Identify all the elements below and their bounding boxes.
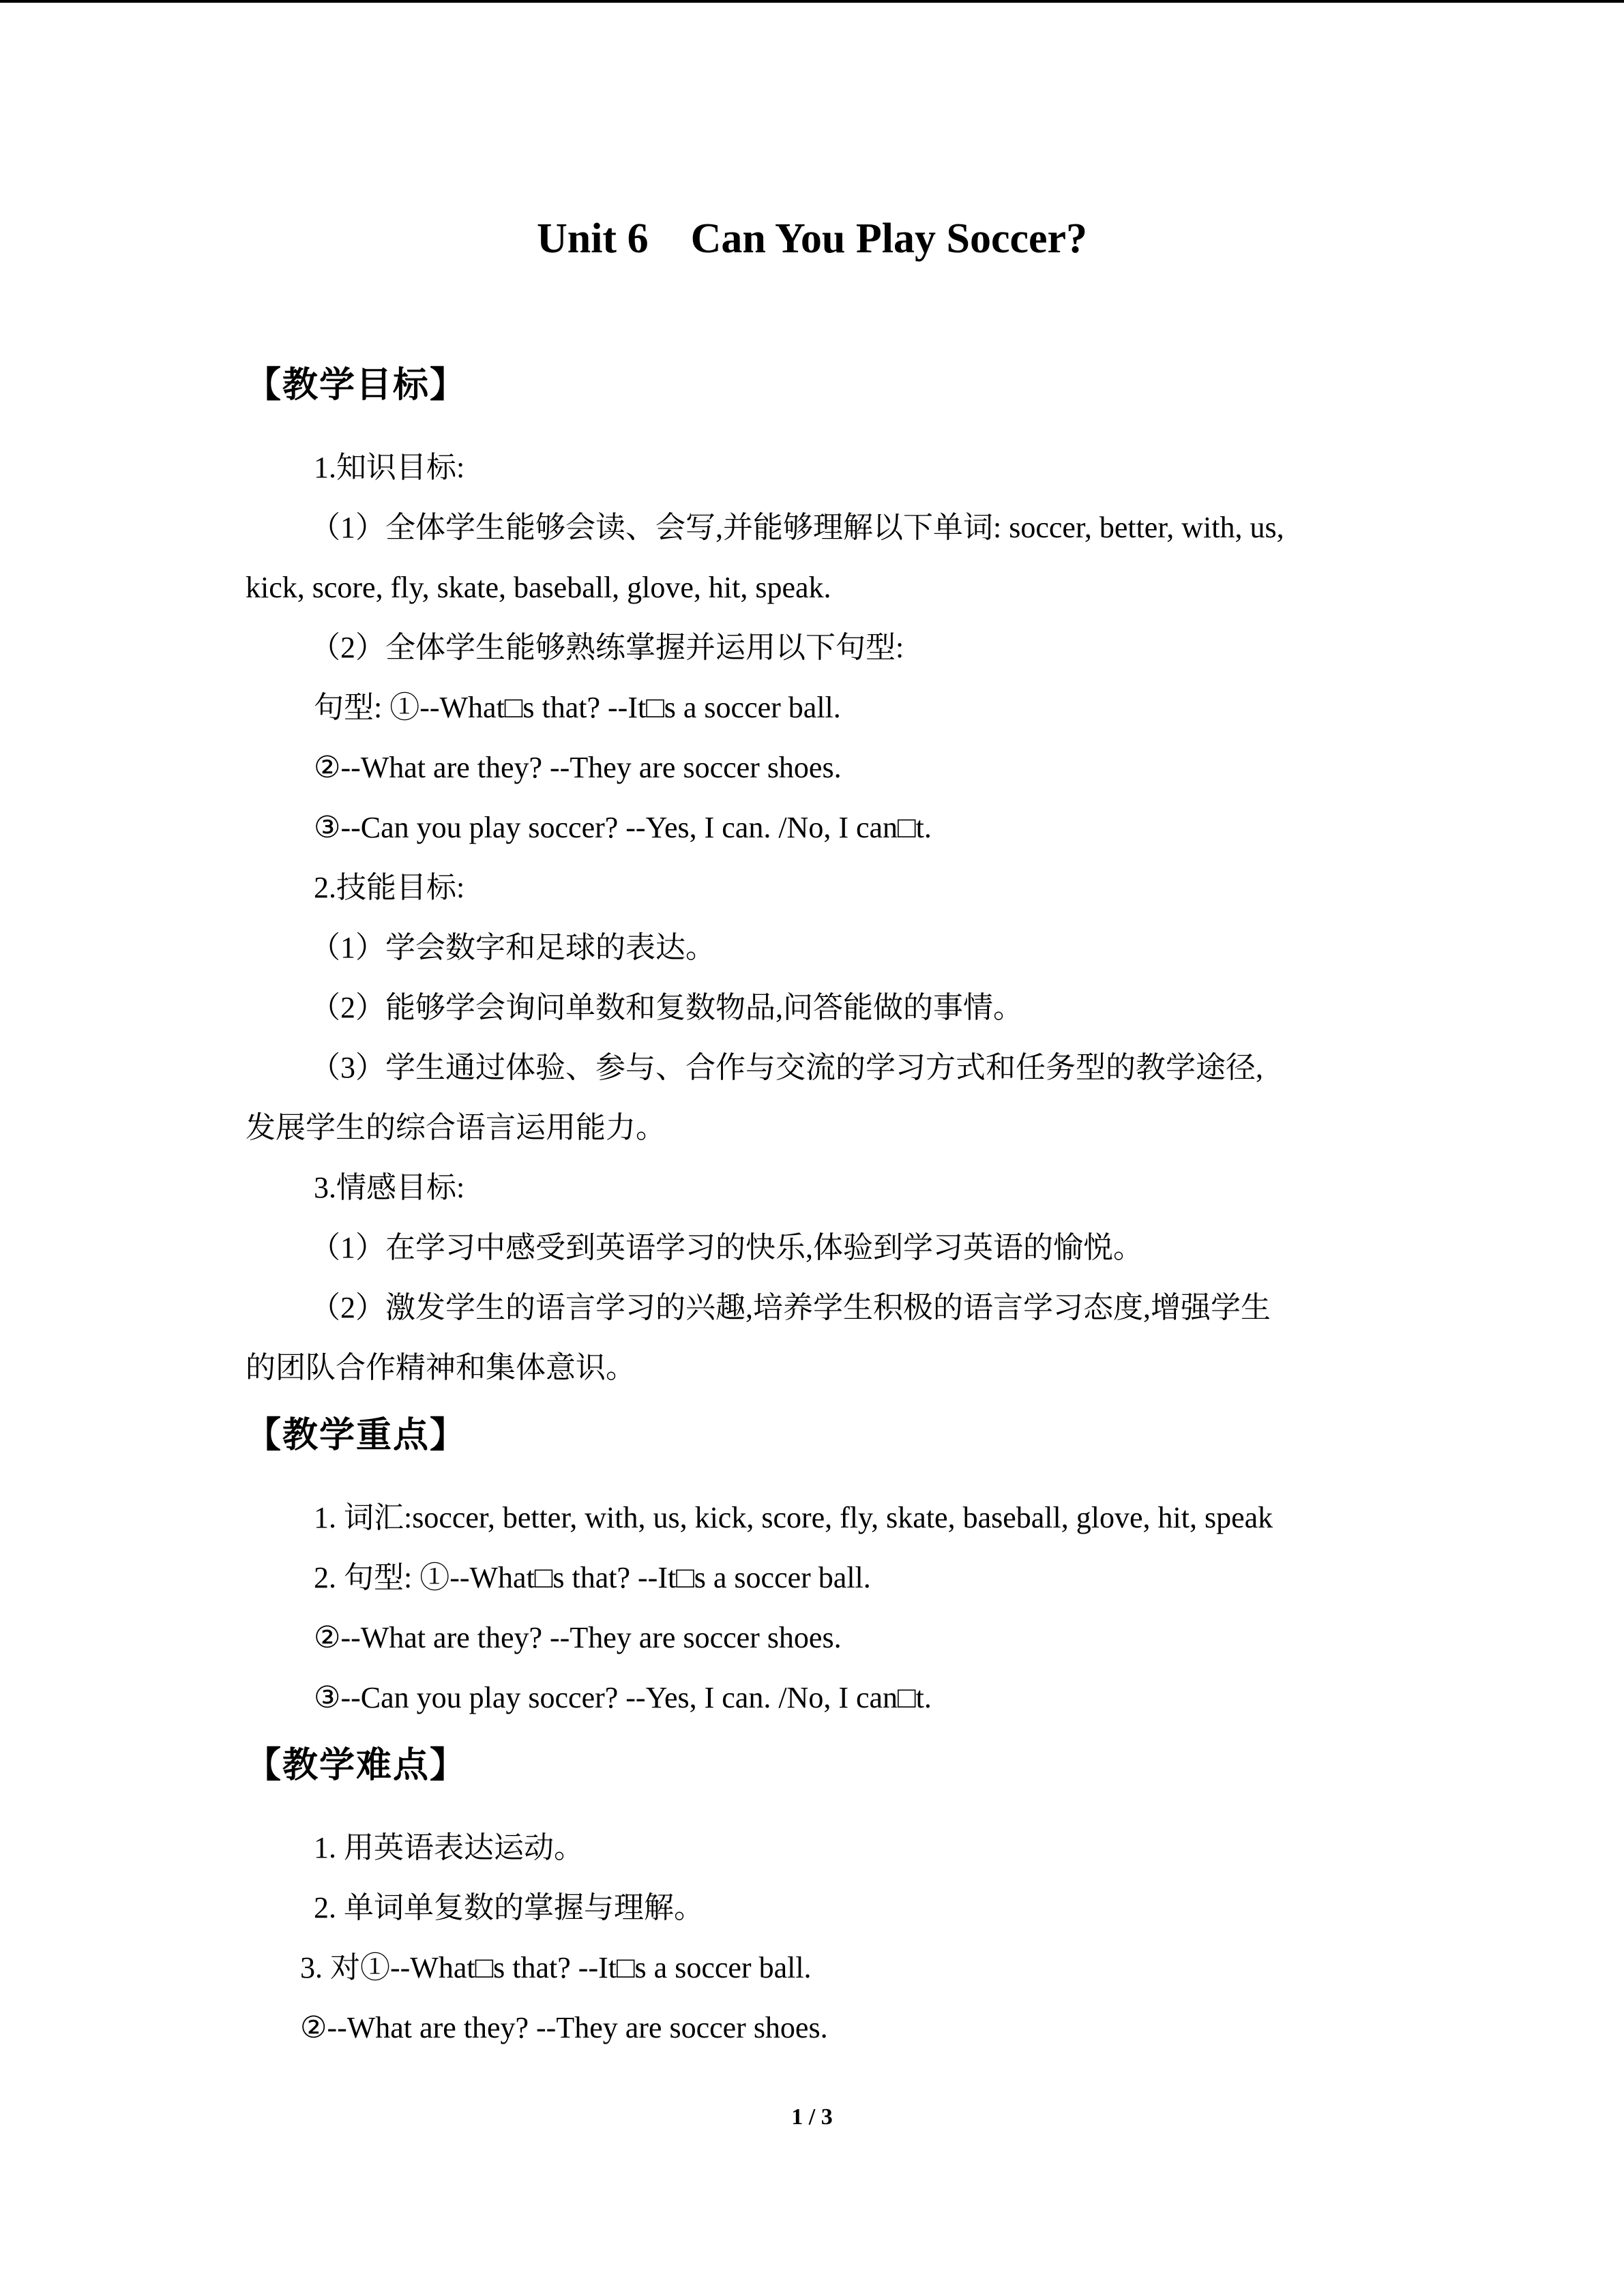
section-heading-objectives: 【教学目标】	[246, 365, 467, 406]
text-line: ③--Can you play soccer? --Yes, I can. /No, I can□t.	[314, 811, 932, 844]
text-line: （2）全体学生能够熟练掌握并运用以下句型:	[310, 631, 904, 664]
text-line: 3. 对①--What□s that? --It□s a soccer ball.	[300, 1951, 812, 1984]
text-line: （1）全体学生能够会读、会写,并能够理解以下单词: soccer, better, with, us,	[310, 511, 1284, 544]
text-line: ②--What are they? --They are soccer shoes.	[314, 1621, 842, 1654]
text-line: 2. 句型: ①--What□s that? --It□s a soccer ball.	[314, 1561, 871, 1594]
top-border	[0, 0, 1624, 3]
text-line: （3）学生通过体验、参与、合作与交流的学习方式和任务型的教学途径,	[310, 1051, 1263, 1084]
text-line: 1.知识目标:	[314, 451, 465, 484]
text-line: （2）激发学生的语言学习的兴趣,培养学生积极的语言学习态度,增强学生	[310, 1291, 1271, 1324]
text-line: kick, score, fly, skate, baseball, glove, hit, speak.	[246, 571, 831, 604]
text-line: ③--Can you play soccer? --Yes, I can. /No, I can□t.	[314, 1681, 932, 1714]
text-line: （1）在学习中感受到英语学习的快乐,体验到学习英语的愉悦。	[310, 1231, 1143, 1264]
text-line: ②--What are they? --They are soccer shoes.	[314, 751, 842, 784]
text-line: （1）学会数字和足球的表达。	[310, 931, 715, 964]
text-line: （2）能够学会询问单数和复数物品,问答能做的事情。	[310, 991, 1023, 1024]
page-number: 1 / 3	[791, 2104, 833, 2130]
section-heading-difficulties: 【教学难点】	[246, 1745, 467, 1786]
text-line: 的团队合作精神和集体意识。	[246, 1351, 636, 1384]
text-line: 1. 词汇:soccer, better, with, us, kick, score, fly, skate, baseball, glove, hit, speak	[314, 1501, 1273, 1534]
text-line: 2.技能目标:	[314, 871, 465, 904]
text-line: 2. 单词单复数的掌握与理解。	[314, 1891, 704, 1924]
text-line: 发展学生的综合语言运用能力。	[246, 1111, 666, 1144]
text-line: 3.情感目标:	[314, 1171, 465, 1204]
page-title: Unit 6 Can You Play Soccer?	[536, 215, 1088, 262]
text-line: ②--What are they? --They are soccer shoes.	[300, 2011, 828, 2044]
document-body	[246, 348, 1391, 2058]
text-line: 1. 用英语表达运动。	[314, 1831, 584, 1864]
text-line: 句型: ①--What□s that? --It□s a soccer ball.	[314, 691, 841, 724]
section-heading-key-points: 【教学重点】	[246, 1415, 467, 1456]
